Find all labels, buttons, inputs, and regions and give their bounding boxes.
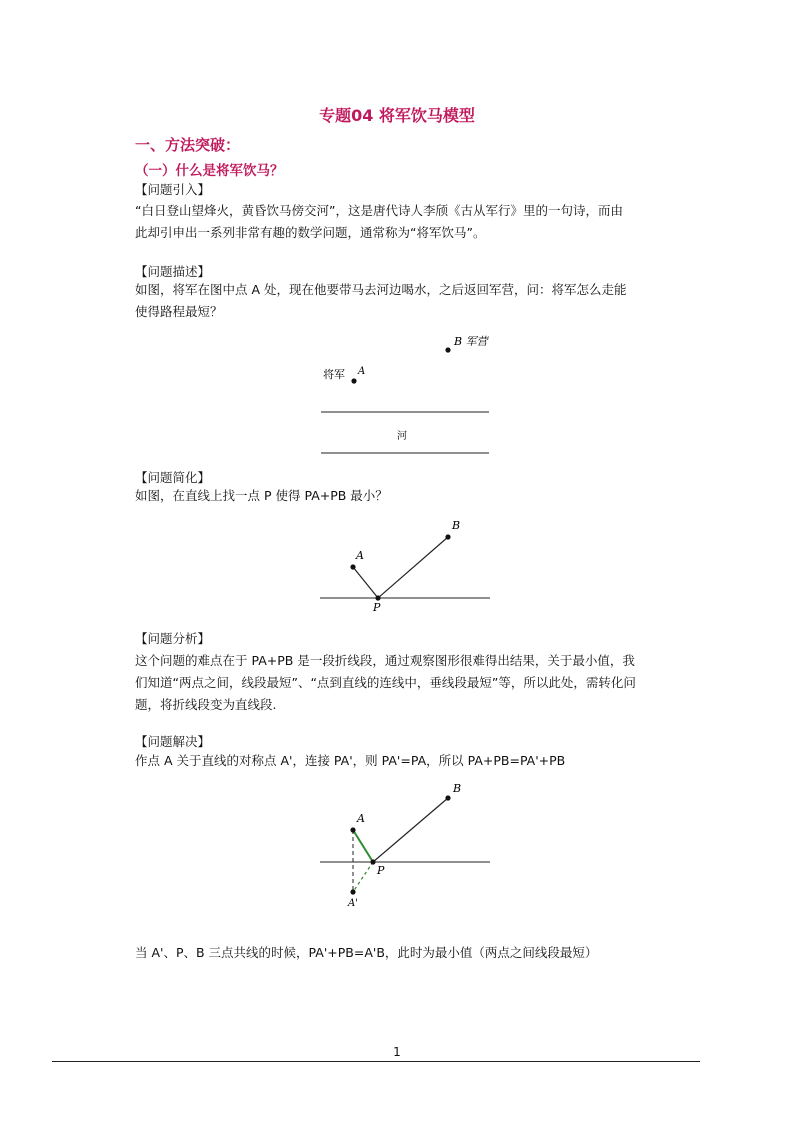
intro-label: 【问题引入】 xyxy=(135,182,211,197)
river-label: 河 xyxy=(397,431,407,442)
segment-pa-prime xyxy=(353,862,373,892)
description-line: 如图，将军在图中点 A 处，现在他要带马去河边喝水，之后返回军营，问：将军怎么走能 xyxy=(135,282,627,297)
section-heading: 一、方法突破： xyxy=(135,136,241,154)
general-label: 将军 xyxy=(323,368,345,381)
camp-label: B 军营 xyxy=(454,335,488,348)
point-a-prime-label: A' xyxy=(348,898,358,909)
intro-paragraph xyxy=(135,200,679,244)
segment-pb xyxy=(373,798,448,862)
subsection-heading: （一）什么是将军饮马？ xyxy=(135,163,284,179)
point-a xyxy=(350,564,355,569)
point-b xyxy=(445,347,450,352)
point-p xyxy=(370,859,375,864)
simplify-paragraph xyxy=(135,485,679,507)
analysis-line: 这个问题的难点在于 PA+PB 是一段折线段，通过观察图形很难得出结果，关于最小值，我 xyxy=(135,653,635,668)
intro-line: “白日登山望烽火，黄昏饮马傍交河”，这是唐代诗人李颀《古从军行》里的一句诗，而由 xyxy=(135,203,623,218)
simplify-line: 如图，在直线上找一点 P 使得 PA+PB 最小？ xyxy=(135,488,388,503)
segment-pa xyxy=(353,567,378,598)
point-b-label: B xyxy=(452,519,461,532)
segment-pa xyxy=(353,830,373,862)
point-a-label: A xyxy=(357,812,365,825)
footer-divider xyxy=(52,1061,700,1062)
description-label: 【问题描述】 xyxy=(135,264,211,279)
intro-line: 此却引申出一系列非常有趣的数学问题，通常称为“将军饮马”。 xyxy=(135,225,486,240)
page-number: 1 xyxy=(393,1045,401,1059)
solution-paragraph xyxy=(135,750,679,772)
simplify-label: 【问题简化】 xyxy=(135,470,211,485)
analysis-paragraph xyxy=(135,650,679,716)
analysis-line: 题，将折线段变为直线段. xyxy=(135,697,277,712)
segment-pb xyxy=(378,537,448,598)
point-a-label: A xyxy=(358,366,366,377)
solution-label: 【问题解决】 xyxy=(135,734,211,749)
point-b-label: B xyxy=(453,782,462,795)
point-p-label: P xyxy=(377,864,385,877)
point-b xyxy=(445,534,450,539)
analysis-label: 【问题分析】 xyxy=(135,631,211,646)
point-a-label: A xyxy=(356,549,364,562)
point-a-prime xyxy=(350,889,355,894)
description-line: 使得路程最短？ xyxy=(135,304,223,319)
figure-river-scene xyxy=(300,328,520,463)
point-p-label: P xyxy=(373,601,381,614)
point-b xyxy=(445,795,450,800)
figure-reflection xyxy=(315,780,495,910)
figure-simplified xyxy=(315,515,495,615)
description-paragraph xyxy=(135,279,679,323)
page-title: 专题04 将军饮马模型 xyxy=(319,106,475,125)
analysis-line: 们知道“两点之间，线段最短”、“点到直线的连线中，垂线段最短”等，所以此处，需转化问 xyxy=(135,675,636,690)
conclusion-line: 当 A'、P、B 三点共线的时候，PA'+PB=A'B，此时为最小值（两点之间线段最短） xyxy=(135,945,598,960)
point-a xyxy=(351,378,356,383)
point-p xyxy=(375,595,380,600)
point-a xyxy=(350,827,355,832)
conclusion-paragraph xyxy=(135,942,695,964)
solution-line: 作点 A 关于直线的对称点 A'，连接 PA'，则 PA'=PA，所以 PA+PB=PA'+PB xyxy=(135,753,566,768)
